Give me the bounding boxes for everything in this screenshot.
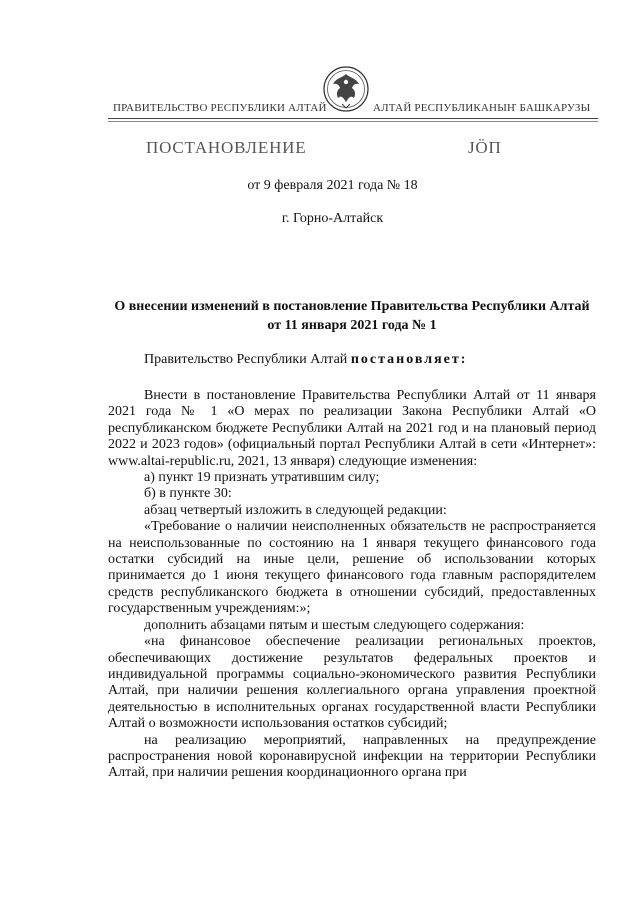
body-paragraph: б) в пункте 30:: [144, 486, 232, 502]
document-body: [108, 388, 596, 782]
body-paragraph: «на финансовое обеспечение реализации региональных проектов, обеспечивающих достижение результатов федеральных проектов и индивидуальной программы социально-экономического развития Республики Алтай, при наличии решения коллегиального органа управления проектной деятельностью в исполнительных органах государственной власти Республики Алтай о возможности использования остатков субсидий;: [108, 634, 596, 732]
document-date-number: от 9 февраля 2021 года № 18: [247, 178, 418, 193]
header-divider: [108, 118, 598, 119]
body-paragraph: а) пункт 19 признать утратившим силу;: [144, 470, 380, 486]
doc-type-altai: ЈӦП: [468, 138, 502, 157]
header-left-title: ПРАВИТЕЛЬСТВО РЕСПУБЛИКИ АЛТАЙ: [113, 102, 327, 114]
coat-of-arms-emblem: [322, 64, 370, 114]
body-paragraph: «Требование о наличии неисполненных обязательств не распространяется на неиспользованные по состоянию на 1 января текущего финансового года остатки субсидий на иные цели, решение об использовании которых принимается до 1 июня текущего финансового года главным распорядителем средств республиканского бюджета в отношении субсидий, предоставленных государственным учреждениям:»;: [108, 519, 596, 617]
decree-line: [144, 352, 467, 368]
header-divider-thin: [108, 121, 598, 122]
document-title: О внесении изменений в постановление Правительства Республики Алтай от 11 января 2021 года № 1: [114, 299, 590, 333]
document-city: г. Горно-Алтайск: [281, 211, 384, 226]
body-paragraph: на реализацию мероприятий, направленных на предупреждение распространения новой коронавирусной инфекции на территории Республики Алтай, при наличии решения координационного органа при: [108, 732, 596, 781]
decree-verb: постановляет:: [350, 352, 468, 367]
body-paragraph: абзац четвертый изложить в следующей редакции:: [144, 502, 447, 518]
body-paragraph: дополнить абзацами пятым и шестым следующего содержания:: [144, 617, 525, 633]
body-paragraph: Внести в постановление Правительства Республики Алтай от 11 января 2021 года № 1 «О мерах по реализации Закона Республики Алтай «О республиканском бюджете Республики Алтай на 2021 год и на плановый период 2022 и 2023 годов» (официальный портал Республики Алтай в сети «Интернет»: www.altai-republic.ru, 2021, 13 января) следующие изменения:: [108, 388, 596, 469]
header-right-title: АЛТАЙ РЕСПУБЛИКАНЫҤ БАШКАРУЗЫ: [373, 102, 591, 114]
decree-lead: Правительство Республики Алтай: [144, 352, 351, 367]
doc-type-russian: ПОСТАНОВЛЕНИЕ: [146, 138, 307, 157]
